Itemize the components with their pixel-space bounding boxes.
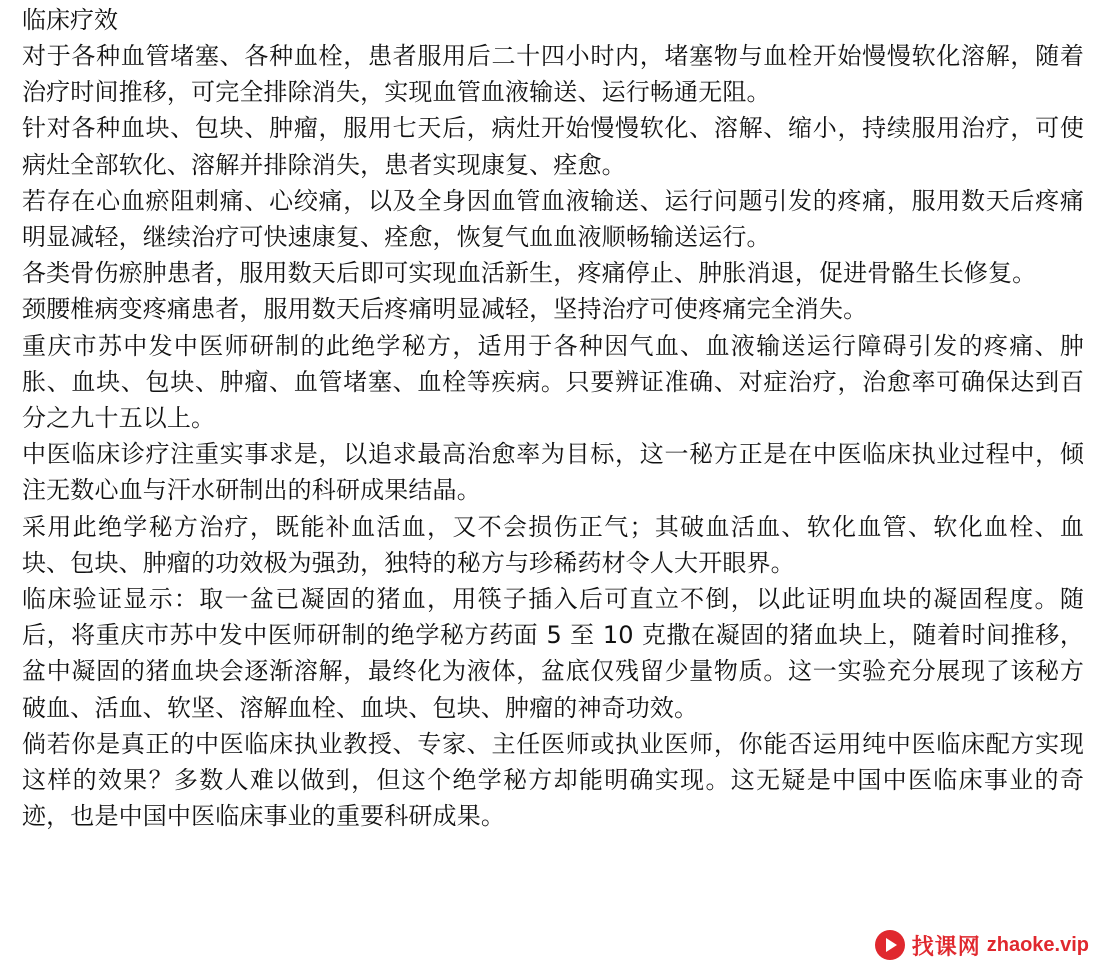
paragraph-3: 若存在心血瘀阻刺痛、心绞痛，以及全身因血管血液输送、运行问题引发的疼痛，服用数天后疼痛明显减轻，继续治疗可快速康复、痊愈，恢复气血血液顺畅输送运行。	[22, 186, 1084, 252]
paragraph-4: 各类骨伤瘀肿患者，服用数天后即可实现血活新生，疼痛停止、肿胀消退，促进骨骼生长修复。	[22, 259, 1037, 288]
document-body	[22, 2, 1084, 834]
watermark	[874, 925, 1089, 965]
paragraph-1: 对于各种血管堵塞、各种血栓，患者服用后二十四小时内，堵塞物与血栓开始慢慢软化溶解，随着治疗时间推移，可完全排除消失，实现血管血液输送、运行畅通无阻。	[22, 42, 1084, 107]
watermark-text-cn: 找课网	[911, 934, 981, 960]
paragraph-7: 中医临床诊疗注重实事求是，以追求最高治愈率为目标，这一秘方正是在中医临床执业过程中，倾注无数心血与汗水研制出的科研成果结晶。	[22, 440, 1084, 505]
paragraph-5: 颈腰椎病变疼痛患者，服用数天后疼痛明显减轻，坚持治疗可使疼痛完全消失。	[22, 295, 868, 324]
paragraph-9: 临床验证显示：取一盆已凝固的猪血，用筷子插入后可直立不倒，以此证明血块的凝固程度。随后，将重庆市苏中发中医师研制的绝学秘方药面 5 至 10 克撒在凝固的猪血块上，随着时间推移，盆中凝固的猪血块会逐渐溶解，最终化为液体，盆底仅残留少量物质。这一实验充分展现了该秘方破血、活血、软坚、溶解血栓、血块、包块、肿瘤的神奇功效。	[22, 585, 1084, 722]
watermark-text-en: zhaoke.vip	[986, 933, 1089, 956]
document-title: 临床疗效	[22, 6, 118, 34]
paragraph-8: 采用此绝学秘方治疗，既能补血活血，又不会损伤正气；其破血活血、软化血管、软化血栓、血块、包块、肿瘤的功效极为强劲，独特的秘方与珍稀药材令人大开眼界。	[22, 512, 1084, 577]
paragraph-6: 重庆市苏中发中医师研制的此绝学秘方，适用于各种因气血、血液输送运行障碍引发的疼痛、肿胀、血块、包块、肿瘤、血管堵塞、血栓等疾病。只要辨证准确、对症治疗，治愈率可确保达到百分之九十五以上。	[22, 331, 1084, 433]
play-icon	[874, 929, 906, 961]
paragraph-2: 针对各种血块、包块、肿瘤，服用七天后，病灶开始慢慢软化、溶解、缩小，持续服用治疗，可使病灶全部软化、溶解并排除消失，患者实现康复、痊愈。	[22, 114, 1084, 179]
paragraph-10: 倘若你是真正的中医临床执业教授、专家、主任医师或执业医师，你能否运用纯中医临床配方实现这样的效果？多数人难以做到，但这个绝学秘方却能明确实现。这无疑是中国中医临床事业的奇迹，也是中国中医临床事业的重要科研成果。	[22, 729, 1084, 831]
